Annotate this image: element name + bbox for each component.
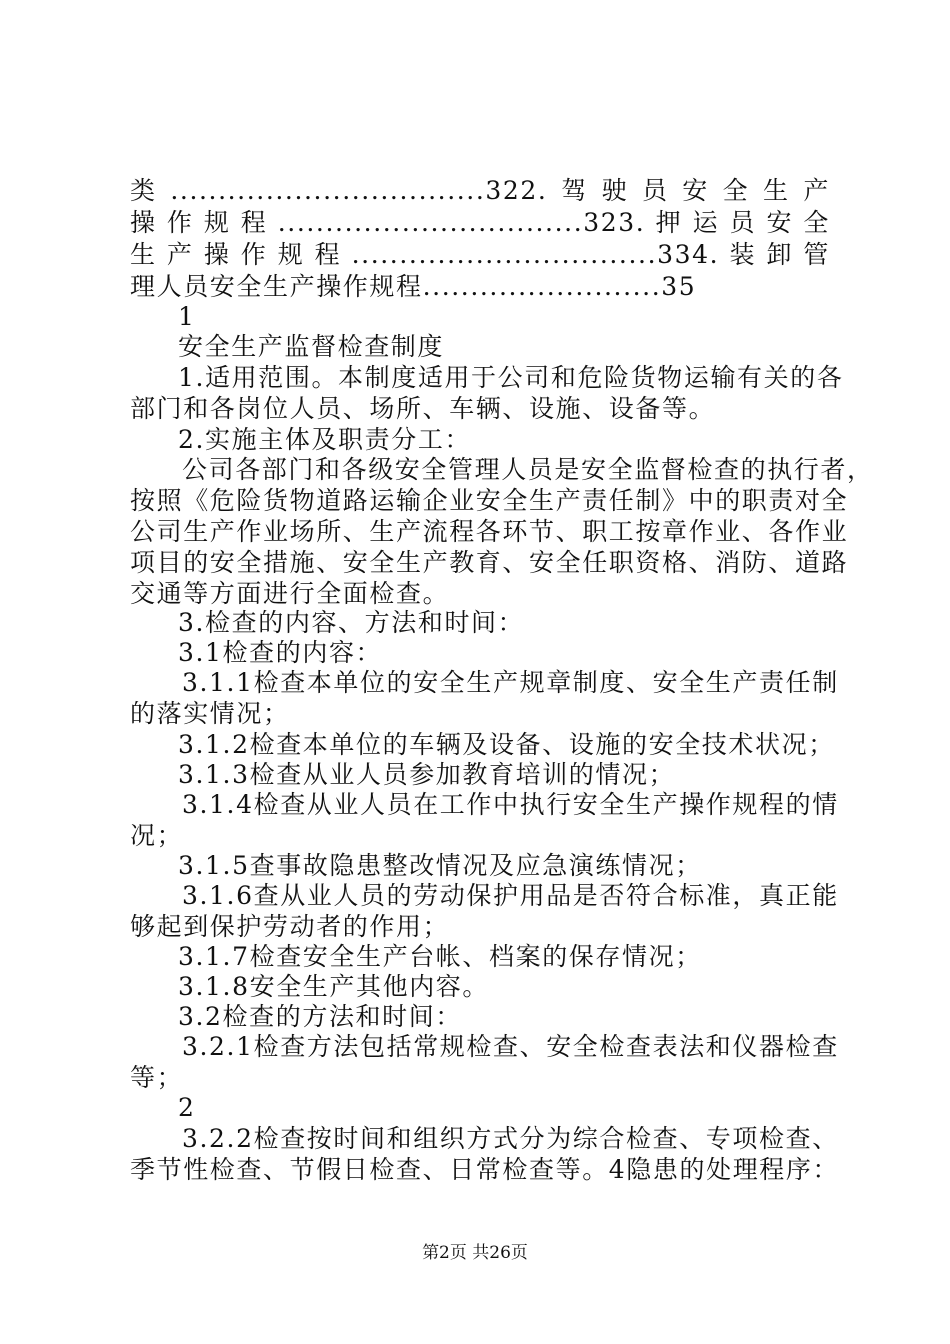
paragraph-line: 公司各部门和各级安全管理人员是安全监督检查的执行者， bbox=[182, 455, 874, 484]
toc-line-2: 操作规程................................323.押运员安全 bbox=[130, 208, 830, 237]
paragraph-line: 交通等方面进行全面检查。 bbox=[130, 579, 450, 608]
paragraph-line: 3.2.2检查按时间和组织方式分为综合检查、专项检查、 bbox=[182, 1124, 839, 1153]
paragraph-line: 公司生产作业场所、生产流程各环节、职工按章作业、各作业 bbox=[130, 517, 849, 546]
paragraph-line: 等； bbox=[130, 1063, 184, 1092]
paragraph-line: 的落实情况； bbox=[130, 699, 290, 728]
paragraph-line: 够起到保护劳动者的作用； bbox=[130, 912, 450, 941]
toc-line-3: 生产操作规程................................334.装卸管 bbox=[130, 240, 830, 269]
toc-line-1: 类.................................322.驾驶员安全生产 bbox=[130, 176, 830, 205]
paragraph-line: 3.1.8安全生产其他内容。 bbox=[178, 972, 490, 1001]
paragraph-line: 3.1.1检查本单位的安全生产规章制度、安全生产责任制 bbox=[182, 668, 839, 697]
paragraph-line: 3.2检查的方法和时间： bbox=[178, 1002, 462, 1031]
page-number-marker: 2 bbox=[178, 1093, 196, 1122]
paragraph-line: 3.1.3检查从业人员参加教育培训的情况； bbox=[178, 760, 676, 789]
paragraph-line: 3.1.7检查安全生产台帐、档案的保存情况； bbox=[178, 942, 702, 971]
page-number-marker: 1 bbox=[178, 302, 196, 331]
paragraph-line: 2.实施主体及职责分工： bbox=[178, 425, 472, 454]
toc-line-4: 理人员安全生产操作规程.........................35 bbox=[130, 272, 697, 301]
paragraph-line: 1.适用范围。本制度适用于公司和危险货物运输有关的各 bbox=[178, 363, 844, 392]
paragraph-line: 3.检查的内容、方法和时间： bbox=[178, 608, 525, 637]
paragraph-line: 3.1.2检查本单位的车辆及设备、设施的安全技术状况； bbox=[178, 730, 835, 759]
paragraph-line: 项目的安全措施、安全生产教育、安全任职资格、消防、道路 bbox=[130, 548, 849, 577]
page-footer: 第2页 共26页 bbox=[422, 1243, 528, 1263]
paragraph-line: 3.1.5查事故隐患整改情况及应急演练情况； bbox=[178, 851, 702, 880]
paragraph-line: 部门和各岗位人员、场所、车辆、设施、设备等。 bbox=[130, 394, 716, 423]
paragraph-line: 季节性检查、节假日检查、日常检查等。4隐患的处理程序： bbox=[130, 1155, 840, 1184]
paragraph-line: 3.1检查的内容： bbox=[178, 638, 383, 667]
paragraph-line: 按照《危险货物道路运输企业安全生产责任制》中的职责对全 bbox=[130, 486, 849, 515]
paragraph-line: 3.2.1检查方法包括常规检查、安全检查表法和仪器检查 bbox=[182, 1032, 839, 1061]
section-title: 安全生产监督检查制度 bbox=[178, 332, 445, 361]
paragraph-line: 况； bbox=[130, 821, 184, 850]
paragraph-line: 3.1.6查从业人员的劳动保护用品是否符合标准，真正能 bbox=[182, 881, 839, 910]
paragraph-line: 3.1.4检查从业人员在工作中执行安全生产操作规程的情 bbox=[182, 790, 839, 819]
